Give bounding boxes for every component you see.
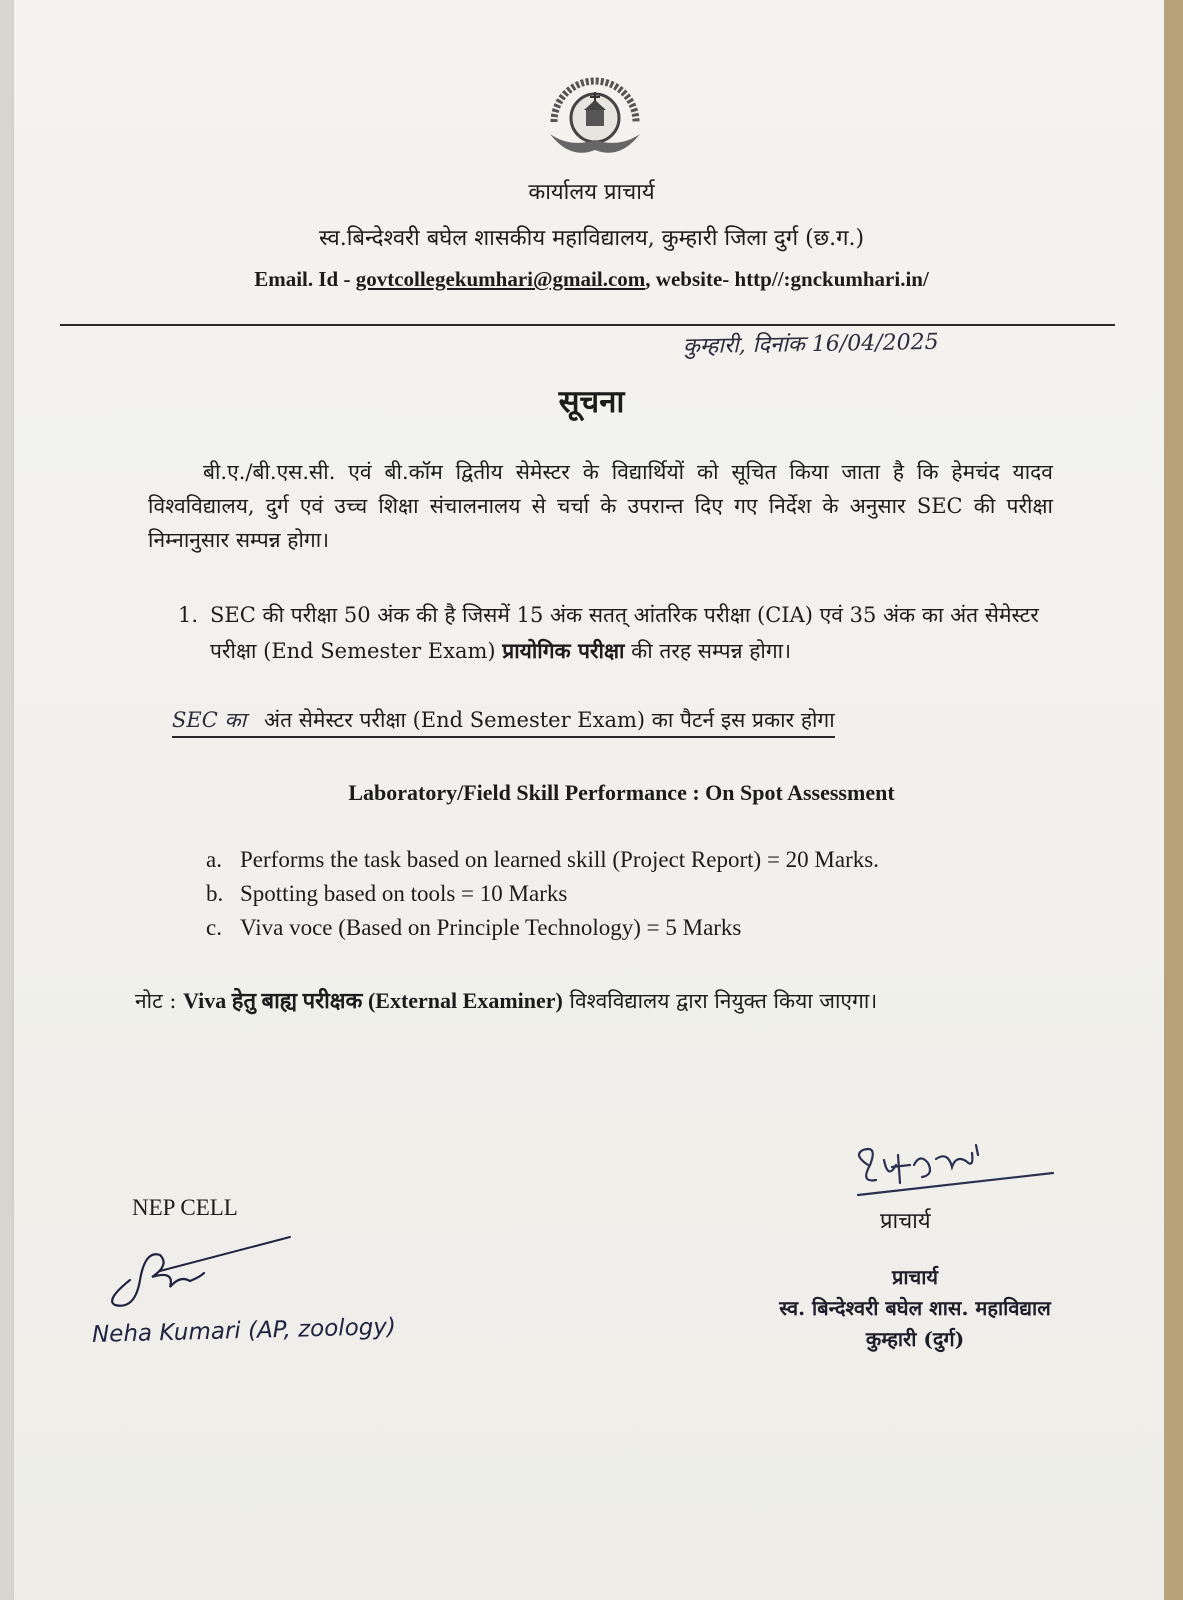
website-text: , website- http//:gnckumhari.in/ <box>645 267 929 291</box>
list-item <box>206 877 879 911</box>
college-name: स्व.बिन्देश्वरी बघेल शासकीय महाविद्यालय, कुम्हारी जिला दुर्ग (छ.ग.) <box>318 226 865 251</box>
note-prefix: नोट : <box>135 989 184 1013</box>
point-text-part-a: SEC की परीक्षा 50 अंक की है जिसमें 15 अंक सतत् आंतरिक परीक्षा (CIA) एवं 35 अंक का अंत सेमेस्टर परीक्षा (End Semester Exam) <box>210 603 1039 663</box>
stamp-line-3: कुम्हारी (दुर्ग) <box>865 1327 965 1351</box>
email-link[interactable]: govtcollegekumhari@gmail.com <box>355 267 646 291</box>
assessment-subheading: Laboratory/Field Skill Performance : On Spot Assessment <box>348 780 895 805</box>
stamp-line-2: स्व. बिन्देश्वरी बघेल शास. महाविद्याल <box>779 1296 1051 1320</box>
principal-label: प्राचार्य <box>880 1209 931 1234</box>
list-item-label: c. <box>206 915 222 940</box>
nep-signatory-name: Neha Kumari (AP, zoology) <box>91 1314 397 1348</box>
notice-heading: सूचना <box>558 384 625 420</box>
list-item-label: b. <box>206 881 224 906</box>
marks-list <box>206 843 879 945</box>
list-item <box>206 911 879 945</box>
list-item-text: Spotting based on tools = 10 Marks <box>240 881 568 906</box>
email-label: Email. Id - <box>254 267 356 291</box>
handwritten-date: कुम्हारी, दिनांक 16/04/2025 <box>682 329 939 360</box>
note-text <box>135 983 1055 1019</box>
pattern-text: अंत सेमेस्टर परीक्षा (End Semester Exam) का पैटर्न इस प्रकार होगा <box>264 708 835 732</box>
list-item-label: a. <box>206 847 222 872</box>
pattern-handwritten: SEC का <box>172 708 247 732</box>
note-bold: Viva हेतु बाह्य परीक्षक (External Examiner) <box>183 988 563 1013</box>
college-emblem-icon <box>540 70 650 162</box>
notice-paragraph: बी.ए./बी.एस.सी. एवं बी.कॉम द्वितीय सेमेस्टर के विद्यार्थियों को सूचित किया जाता है कि हेमचंद यादव विश्वविद्यालय, दुर्ग एवं उच्च शिक्षा संचालनालय से चर्चा के उपरान्त दिए गए निर्देश के अनुसार SEC की परीक्षा निम्नानुसार सम्पन्न होगा। <box>148 460 1053 552</box>
principal-stamp <box>770 1262 1060 1355</box>
office-title: कार्यालय प्राचार्य <box>528 180 655 205</box>
header-divider <box>60 324 1115 326</box>
point-text-bold: प्रायोगिक परीक्षा <box>502 638 625 663</box>
point-text <box>210 598 1058 669</box>
point-number: 1. <box>178 603 199 627</box>
contact-line <box>0 267 1183 292</box>
list-item <box>206 843 879 877</box>
list-item-text: Viva voce (Based on Principle Technology) = 5 Marks <box>240 915 742 940</box>
exam-pattern-line <box>172 706 835 738</box>
principal-signature-icon <box>848 1125 1068 1215</box>
nep-cell-label: NEP CELL <box>132 1195 238 1220</box>
note-rest: विश्वविद्यालय द्वारा नियुक्त किया जाएगा। <box>562 989 878 1013</box>
point-text-part-b: की तरह सम्पन्न होगा। <box>624 639 792 663</box>
notice-point-1 <box>178 598 1058 669</box>
list-item-text: Performs the task based on learned skill (Project Report) = 20 Marks. <box>240 847 879 872</box>
nep-signature-icon <box>100 1225 300 1315</box>
stamp-line-1: प्राचार्य <box>891 1265 939 1289</box>
